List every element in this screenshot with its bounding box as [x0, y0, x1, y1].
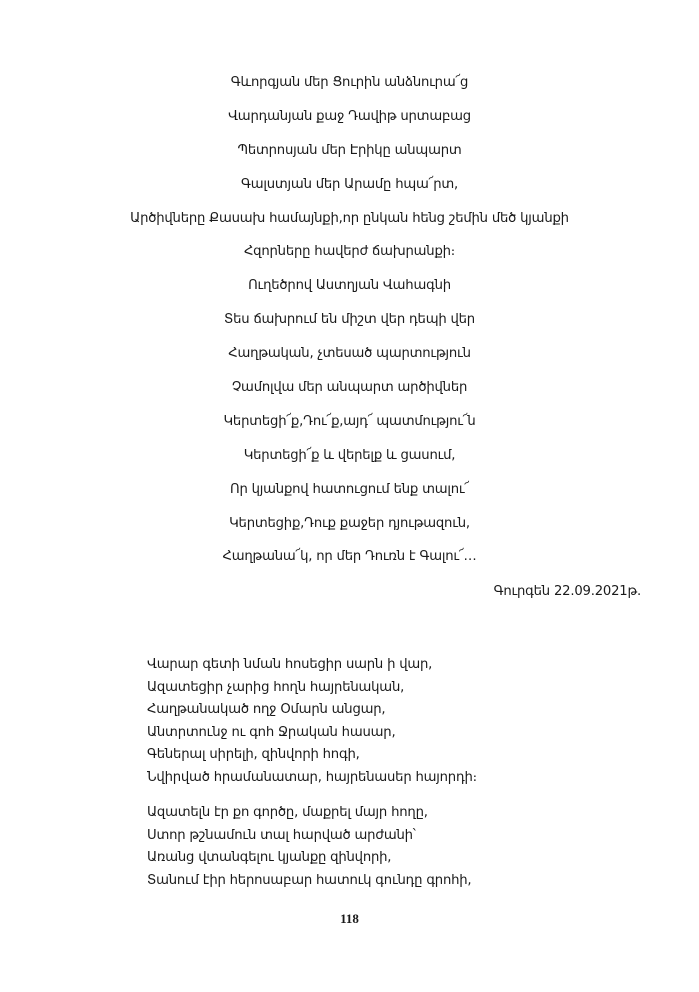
poem-line: Կերտեցիք,Դուք քաջեր դյութազուն,	[229, 515, 470, 531]
poem-line: Անտրտունջ ու գոհ Ջրական հասար,	[147, 724, 396, 740]
poem-line: Տանում էիր հերոսաբար հատուկ գունդը գրոհի,	[147, 872, 472, 888]
poem-line: Պետրոսյան մեր Էրիկը անպարտ	[237, 142, 462, 158]
poem-line: Վարդանյան քաջ Դավիթ սրտաբաց	[228, 108, 471, 124]
poem-line: Ազատեցիր չարից հողն հայրենական,	[147, 679, 405, 695]
poem-line: Առանց վտանգելու կյանքը զինվորի,	[147, 850, 392, 865]
poem-line: Ստոր թշնամուն տալ հարված արժանի՝	[147, 827, 416, 843]
stanza-break	[147, 790, 477, 803]
poem-line: Արծիվները Քասախ համայնքի,որ ընկան հենց շեմին մեծ կյանքի	[130, 210, 569, 226]
author-signature-date: Գուրգեն 22.09.2021թ.	[493, 584, 641, 599]
poem-line: Կերտեցի՜ք,Դու՜ք,այդ՜ պատմությու՜ն	[223, 413, 476, 429]
poem-line: Կերտեցի՜ք և վերելք և ցասում,	[243, 447, 456, 463]
poem-line: Վարար գետի նման հոսեցիր սարն ի վար,	[147, 657, 433, 672]
poem-line: Գեներալ սիրելի, զինվորի հոգի,	[147, 747, 360, 762]
poem-line: Տես ճախրում են միշտ վեր դեպի վեր	[224, 312, 475, 328]
poem-line: Հզորները հավերժ ճախրանքի։	[243, 244, 456, 260]
poem-line: Հաղթանակած ողջ Օմարն անցար,	[147, 702, 386, 717]
poem-line: Չամոլվա մեր անպարտ արծիվներ	[231, 380, 468, 396]
poem-line: Գալստյան մեր Արամը հպա՜րտ,	[240, 176, 459, 192]
page-number: 118	[340, 911, 359, 926]
poem-line: Ուղեծրով Աստղյան Վահագնի	[248, 278, 451, 294]
poem-line: Հաղթական, չտեսած պարտություն	[228, 346, 471, 362]
centered-poem	[0, 73, 699, 581]
poem-line: Գևորգյան մեր Ցուրին անձնուրա՜ց	[230, 75, 469, 90]
left-aligned-poem	[147, 655, 477, 893]
poem-line: Հաղթանա՜կ, որ մեր Դուռն է Գալու՜…	[222, 549, 477, 565]
poem-line: Որ կյանքով հատուցում ենք տալու՜	[230, 481, 469, 497]
poem-line: Ազատելն էր քո գործը, մաքրել մայր հողը,	[147, 805, 428, 820]
poem-line: Նվիրված հրամանատար, հայրենասեր հայորդի։	[147, 769, 477, 785]
